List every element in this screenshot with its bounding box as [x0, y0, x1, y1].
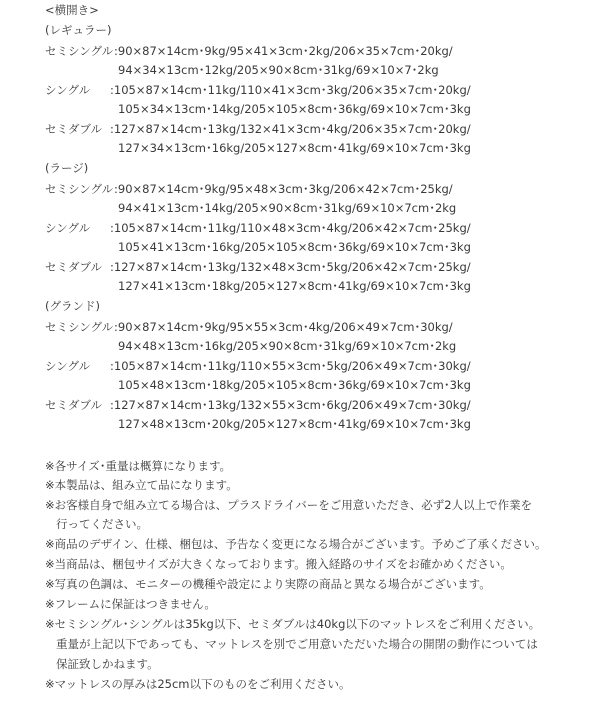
size-label: セミダブル	[45, 260, 103, 274]
spec-line: :127×87×14cm･13kg/132×48×3cm･5kg/206×42×7cm･25kg/	[110, 260, 471, 274]
spec-line: :90×87×14cm･9kg/95×41×3cm･2kg/206×35×7cm･20kg/	[114, 44, 453, 58]
size-label: セミシングル	[45, 320, 114, 334]
note-item: ※各サイズ･重量は概算になります。	[45, 459, 232, 473]
size-label: セミシングル	[45, 182, 114, 196]
spec-line: 127×48×13cm･20kg/205×127×8cm･41kg/69×10×7cm･3kg	[118, 417, 471, 431]
note-item: ※写真の色調は、モニターの機種や設定により実際の商品と異なる場合がございます。	[45, 577, 491, 591]
spec-line: :105×87×14cm･11kg/110×41×3cm･3kg/206×35×7cm･20kg/	[110, 83, 471, 97]
section-heading: <横開き>	[45, 3, 99, 17]
size-label: セミダブル	[45, 122, 103, 136]
group-title-large: (ラージ)	[45, 161, 89, 175]
note-item: ※本製品は、組み立て品になります。	[45, 478, 238, 492]
note-item: ※フレームに保証はつきません。	[45, 597, 216, 611]
note-continuation: 行ってください。	[56, 517, 148, 531]
spec-line: 105×34×13cm･14kg/205×105×8cm･36kg/69×10×7cm･3kg	[118, 102, 471, 116]
note-continuation: 重量が上記以下であっても、マットレスを別でご用意いただいた場合の開閉の動作については	[56, 637, 538, 651]
spec-line: :105×87×14cm･11kg/110×55×3cm･5kg/206×49×7cm･30kg/	[110, 359, 471, 373]
spec-line: :90×87×14cm･9kg/95×48×3cm･3kg/206×42×7cm･25kg/	[114, 182, 453, 196]
spec-line: 105×48×13cm･18kg/205×105×8cm･36kg/69×10×7cm･3kg	[118, 378, 471, 392]
size-label: シングル	[45, 359, 91, 373]
size-label: セミダブル	[45, 398, 103, 412]
spec-line: 94×48×13cm･16kg/205×90×8cm･31kg/69×10×7cm･2kg	[118, 339, 457, 353]
note-item: ※セミシングル･シングルは35kg以下、セミダブルは40kg以下のマットレスをご利用ください。	[45, 617, 541, 631]
spec-line: :90×87×14cm･9kg/95×55×3cm･4kg/206×49×7cm･30kg/	[114, 320, 453, 334]
note-continuation: 保証致しかねます。	[56, 657, 159, 671]
note-item: ※お客様自身で組み立てる場合は、プラスドライバーをご用意いただき、必ず2人以上で作業を	[45, 498, 533, 512]
spec-line: 127×34×13cm･16kg/205×127×8cm･41kg/69×10×7cm･3kg	[118, 141, 471, 155]
note-item: ※マットレスの厚みは25cm以下のものをご利用ください。	[45, 677, 351, 691]
spec-line: :105×87×14cm･11kg/110×48×3cm･4kg/206×42×7cm･25kg/	[110, 221, 471, 235]
group-title-grand: (グランド)	[45, 299, 100, 313]
group-title-regular: (レギュラー)	[45, 23, 112, 37]
spec-line: :127×87×14cm･13kg/132×41×3cm･4kg/206×35×7cm･20kg/	[110, 122, 471, 136]
size-label: セミシングル	[45, 44, 114, 58]
spec-line: 127×41×13cm･18kg/205×127×8cm･41kg/69×10×7cm･3kg	[118, 279, 471, 293]
size-label: シングル	[45, 221, 91, 235]
spec-line: 94×41×13cm･14kg/205×90×8cm･31kg/69×10×7cm･2kg	[118, 201, 457, 215]
size-label: シングル	[45, 83, 91, 97]
spec-line: 94×34×13cm･12kg/205×90×8cm･31kg/69×10×7･2kg	[118, 63, 439, 77]
note-item: ※商品のデザイン、仕様、梱包は、予告なく変更になる場合がございます。予めご了承ください。	[45, 537, 547, 551]
spec-line: 105×41×13cm･16kg/205×105×8cm･36kg/69×10×7cm･3kg	[118, 240, 471, 254]
spec-line: :127×87×14cm･13kg/132×55×3cm･6kg/206×49×7cm･30kg/	[110, 398, 471, 412]
note-item: ※当商品は、梱包サイズが大きくなっております。搬入経路のサイズをお確かめください。	[45, 557, 512, 571]
